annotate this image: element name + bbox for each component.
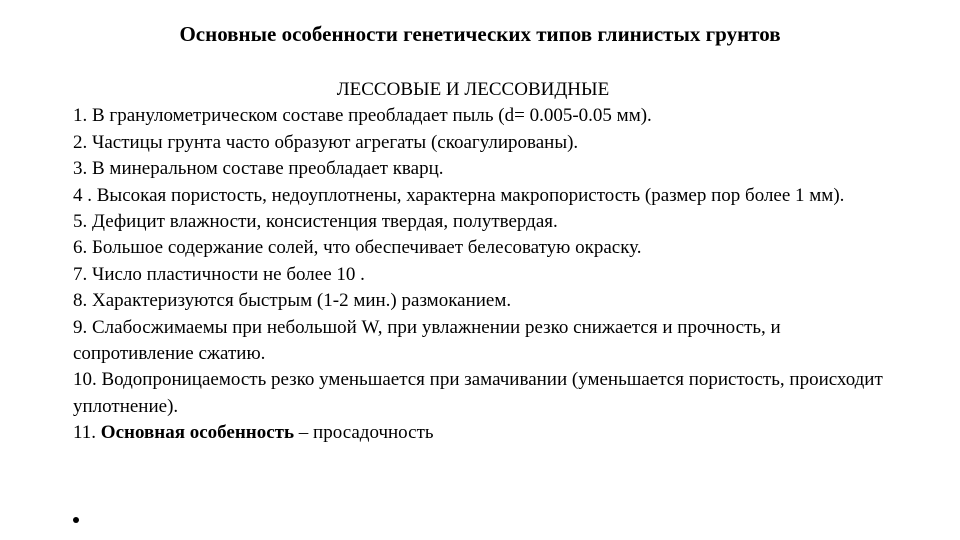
last-item-prefix: 11. [73,422,101,444]
section-heading: ЛЕССОВЫЕ И ЛЕССОВИДНЫЕ [336,79,610,100]
list-item: 9. Слабосжимаемы при небольшой W, при увлажнении резко снижается и прочность, и сопротивление сжатию. [73,316,781,365]
slide-title: Основные особенности генетических типов глинистых грунтов [179,22,781,46]
list-item-last [73,420,893,446]
last-item-suffix: – просадочность [294,422,434,444]
slide-content [73,77,893,447]
bullet-icon [73,517,79,523]
list-item: 8. Характеризуются быстрым (1-2 мин.) размоканием. [73,290,512,312]
list-item: 3. В минеральном составе преобладает кварц. [73,158,444,180]
last-item-bold: Основная особенность [100,422,295,444]
list-item: 10. Водопроницаемость резко уменьшается при замачивании (уменьшается пористость, происходит уплотнение). [73,369,883,417]
list-item: 7. Число пластичности не более 10 . [73,263,365,285]
list-item: 2. Частицы грунта часто образуют агрегаты (скоагулированы). [73,131,579,153]
list-item: 4 . Высокая пористость, недоуплотнены, характерна макропористость (размер пор более 1 мм). [73,184,845,206]
list-item: 6. Большое содержание солей, что обеспечивает белесоватую окраску. [73,237,642,259]
list-item: 1. В гранулометрическом составе преобладает пыль (d= 0.005-0.05 мм). [73,105,652,127]
list-item: 5. Дефицит влажности, консистенция твердая, полутвердая. [73,211,558,233]
